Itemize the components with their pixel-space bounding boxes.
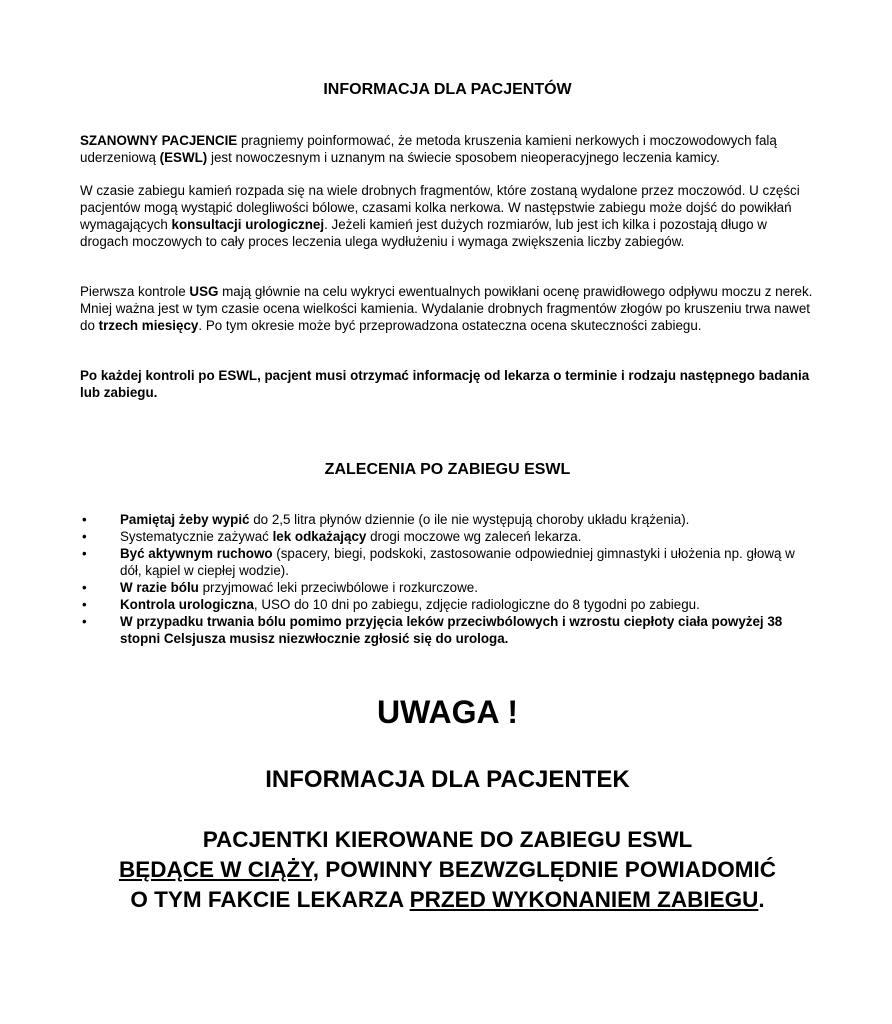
para3-usg: USG [189,284,219,299]
notice-line-2-rest: POWINNY BEZWZGLĘDNIE POWIADOMIĆ [318,857,777,882]
para3-text-3: . Po tym okresie może być przeprowadzona ostateczna ocena skuteczności zabiegu. [198,318,702,333]
intro-eswl: (ESWL) [159,150,208,165]
recommendations-list [80,511,815,647]
bullet: • [82,512,87,527]
notice-underlined-before: PRZED WYKONANIEM ZABIEGU [409,887,759,912]
bullet: • [82,580,87,595]
list-item [80,545,815,579]
item-bold: Być aktywnym ruchowo [120,546,273,561]
warning-notice [60,825,835,915]
warning-subheading: INFORMACJA DLA PACJENTEK [265,766,630,793]
item-bold: Pamiętaj żeby wypić [120,512,250,527]
item-pre: Systematycznie zażywać [120,529,273,544]
para3-text-1: Pierwsza kontrole [80,284,190,299]
intro-paragraph [80,132,815,166]
notice-line-2 [60,855,835,885]
para2-bold: konsultacji urologicznej [171,217,325,232]
item-bold: Kontrola urologiczna [120,597,254,612]
intro-lead: SZANOWNY PACJENCIE [80,133,238,148]
item-text: , USO do 10 dni po zabiegu, zdjęcie radiologiczne do 8 tygodni po zabiegu. [253,597,700,612]
intro-text-2: jest nowoczesnym i uznanym na świecie sposobem nieoperacyjnego leczenia kamicy. [207,150,720,165]
para2-text-2: . Jeżeli kamień jest dużych rozmiarów, lub jest ich kilka i pozostają długo w drogach moczowych to cały proces leczenia ulega wydłużeniu i wymaga zwiększenia liczby zabiegów. [80,217,767,249]
notice-line-3-end: . [758,887,765,912]
para2-text-1: W czasie zabiegu kamień rozpada się na wiele drobnych fragmentów, które zostaną wydalone przez moczowód. U części pacjentów mogą wystąpić dolegliwości bólowe, czasami kolka nerkowa. W następstwie zabiegu może dojść do powikłań wymagających [80,183,800,232]
bullet: • [82,597,87,612]
item-bold: lek odkażający [272,529,367,544]
item-text: drogi moczowe wg zaleceń lekarza. [366,529,582,544]
list-item [80,613,815,647]
notice-line-3-pre: O TYM FAKCIE LEKARZA [130,887,410,912]
list-item [80,579,815,596]
paragraph-usg [80,283,815,334]
item-text: (spacery, biegi, podskoki, zastosowanie odpowiedniej gimnastyki i ułożenia np. głową w dół, kąpiel w ciepłej wodzie). [120,546,795,578]
item-text: przyjmować leki przeciwbólowe i rozkurczowe. [198,580,478,595]
list-item [80,511,815,528]
section-title-recommendations: ZALECENIA PO ZABIEGU ESWL [324,461,571,478]
item-bold: W przypadku trwania bólu pomimo przyjęcia leków przeciwbólowych i wzrostu ciepłoty ciała powyżej 38 stopni Celsjusza musisz niezwłocznie zgłosić się do urologa. [120,614,783,646]
page-title: INFORMACJA DLA PACJENTÓW [323,81,572,98]
bullet: • [82,529,87,544]
notice-line-3 [60,885,835,915]
item-text: do 2,5 litra płynów dziennie (o ile nie występują choroby układu krążenia). [249,512,690,527]
item-bold: W razie bólu [120,580,199,595]
warning-heading: UWAGA ! [376,694,518,730]
notice-underlined-pregnant: BĘDĄCE W CIĄŻY, [118,857,319,882]
list-item [80,528,815,545]
bullet: • [82,546,87,561]
paragraph-treatment [80,182,815,250]
notice-line-1: PACJENTKI KIEROWANE DO ZABIEGU ESWL [202,827,693,852]
list-item [80,596,815,613]
para3-text-2: mają głównie na celu wykryci ewentualnych powikłani ocenę prawidłowego odpływu moczu z nerek. Mniej ważna jest w tym czasie ocena wielkości kamienia. Wydalanie drobnych fragmentów złogów po kruszeniu trwa nawet do [80,284,813,333]
intro-text-1: pragniemy poinformować, że metoda kruszenia kamieni nerkowych i moczowodowych falą uderzeniową [80,133,777,165]
paragraph-control: Po każdej kontroli po ESWL, pacjent musi otrzymać informację od lekarza o terminie i rodzaju następnego badania lub zabiegu. [80,368,810,400]
bullet: • [82,614,87,629]
para3-bold: trzech miesięcy [98,318,199,333]
